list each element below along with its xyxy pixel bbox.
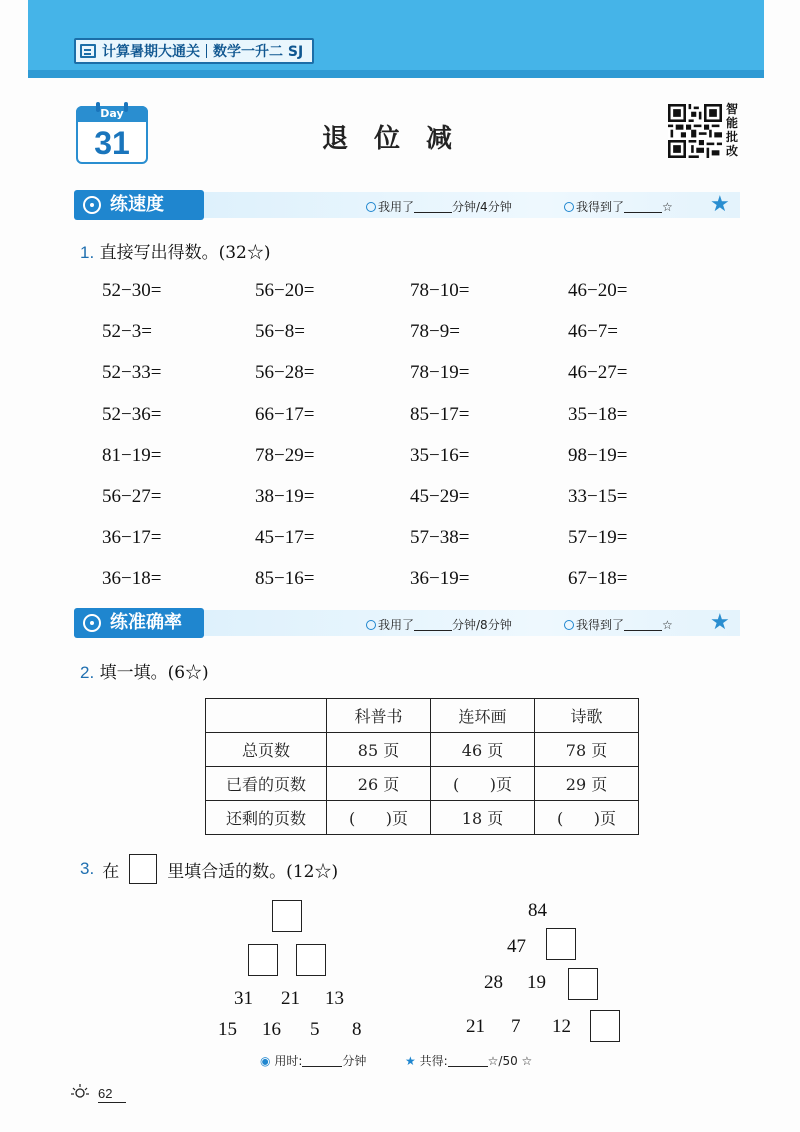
question-text: 在 <box>102 861 120 882</box>
triangle-number: 15 <box>218 1019 237 1040</box>
table-cell <box>206 699 327 733</box>
triangle-number: 84 <box>528 900 547 921</box>
triangle-number: 21 <box>466 1016 485 1037</box>
footer-score-unit: ☆/50 ☆ <box>487 1054 533 1068</box>
series-tag <box>74 38 314 64</box>
arithmetic-expression: 56−20= <box>255 280 315 301</box>
arithmetic-expression: 98−19= <box>568 445 628 466</box>
answer-box[interactable] <box>272 900 302 932</box>
table-header-cell: 诗歌 <box>535 699 639 733</box>
answer-box[interactable] <box>590 1010 620 1042</box>
answer-box[interactable] <box>248 944 278 976</box>
table-row <box>206 767 639 801</box>
arithmetic-expression: 56−8= <box>255 321 305 342</box>
arithmetic-expression: 57−19= <box>568 527 628 548</box>
arithmetic-expression: 56−28= <box>255 362 315 383</box>
clock-icon <box>366 202 376 212</box>
question-number: 2. <box>80 663 95 682</box>
time-record <box>366 198 512 215</box>
question-1-title <box>80 238 271 263</box>
header-bar-shade <box>28 70 764 78</box>
footer-time-label: 用时: <box>274 1054 303 1068</box>
arithmetic-expression: 78−29= <box>255 445 315 466</box>
row-label: 已看的页数 <box>206 767 327 801</box>
table-header-row <box>206 699 639 733</box>
section-name: 练准确率 <box>110 612 182 633</box>
arithmetic-expression: 45−17= <box>255 527 315 548</box>
footer-score-blank[interactable] <box>448 1066 488 1067</box>
table-cell: 29 页 <box>535 767 639 801</box>
page-number-underline <box>98 1102 126 1103</box>
arithmetic-expression: 52−30= <box>102 280 162 301</box>
table-cell: 85 页 <box>327 733 431 767</box>
question-text: 直接写出得数。(32☆) <box>99 243 271 263</box>
answer-cell[interactable]: ( )页 <box>431 767 535 801</box>
target-icon <box>83 614 101 632</box>
answer-box-sample <box>129 854 157 884</box>
table-row <box>206 733 639 767</box>
time-suffix: 分钟/4分钟 <box>452 200 512 214</box>
book-icon <box>80 44 96 58</box>
answer-box[interactable] <box>296 944 326 976</box>
score-prefix: 我得到了 <box>576 618 625 632</box>
score-record <box>564 616 673 633</box>
arithmetic-expression: 57−38= <box>410 527 470 548</box>
answer-box[interactable] <box>568 968 598 1000</box>
answer-cell[interactable]: ( )页 <box>535 801 639 835</box>
arithmetic-expression: 35−16= <box>410 445 470 466</box>
triangle-number: 21 <box>281 988 300 1009</box>
arithmetic-expression: 45−29= <box>410 486 470 507</box>
time-record <box>366 616 512 633</box>
section-badge <box>74 190 204 220</box>
footer-score <box>405 1052 532 1069</box>
answer-cell[interactable]: ( )页 <box>327 801 431 835</box>
row-label: 还剩的页数 <box>206 801 327 835</box>
triangle-number: 31 <box>234 988 253 1009</box>
clock-icon: ◉ <box>260 1054 271 1068</box>
calendar-ring-icon <box>96 102 100 112</box>
table-cell: 46 页 <box>431 733 535 767</box>
time-prefix: 我用了 <box>378 200 415 214</box>
score-blank[interactable] <box>624 630 662 631</box>
section-speed <box>74 190 740 220</box>
arithmetic-expression: 56−27= <box>102 486 162 507</box>
footer-score-label: 共得: <box>419 1054 448 1068</box>
series-title: 计算暑期大通关 <box>102 44 200 60</box>
triangle-number: 8 <box>352 1019 362 1040</box>
arithmetic-expression: 52−33= <box>102 362 162 383</box>
arithmetic-expression: 36−17= <box>102 527 162 548</box>
triangle-number: 47 <box>507 936 526 957</box>
triangle-number: 12 <box>552 1016 571 1037</box>
score-suffix: ☆ <box>662 200 673 214</box>
arithmetic-expression: 52−36= <box>102 404 162 425</box>
day-label: Day <box>76 106 148 122</box>
star-icon: ★ <box>710 610 730 635</box>
arithmetic-expression: 38−19= <box>255 486 315 507</box>
table-cell: 78 页 <box>535 733 639 767</box>
subject-label: 数学一升二 SJ <box>213 44 304 60</box>
star-icon: ★ <box>405 1054 416 1068</box>
section-name: 练速度 <box>110 194 164 215</box>
question-number: 1. <box>80 243 95 262</box>
question-number: 3. <box>80 859 95 878</box>
question-3-title <box>80 854 338 884</box>
score-prefix: 我得到了 <box>576 200 625 214</box>
table-header-cell: 连环画 <box>431 699 535 733</box>
table-header-cell: 科普书 <box>327 699 431 733</box>
score-blank[interactable] <box>624 212 662 213</box>
arithmetic-expression: 78−10= <box>410 280 470 301</box>
question-text: 里填合适的数。(12☆) <box>167 861 339 882</box>
sun-icon <box>70 1082 90 1102</box>
day-number: 31 <box>94 125 130 161</box>
score-suffix: ☆ <box>662 618 673 632</box>
footer-time <box>260 1052 366 1069</box>
arithmetic-expression: 85−16= <box>255 568 315 589</box>
arithmetic-expression: 36−19= <box>410 568 470 589</box>
arithmetic-expression: 67−18= <box>568 568 628 589</box>
triangle-number: 16 <box>262 1019 281 1040</box>
arithmetic-expression: 52−3= <box>102 321 152 342</box>
calendar-ring-icon <box>124 102 128 112</box>
triangle-number: 5 <box>310 1019 320 1040</box>
score-record <box>564 198 673 215</box>
answer-box[interactable] <box>546 928 576 960</box>
pages-table <box>205 698 639 835</box>
star-icon: ★ <box>710 192 730 217</box>
page-title: 退位减 <box>321 124 478 154</box>
footer-time-blank[interactable] <box>302 1066 342 1067</box>
qr-label: 智能批改 <box>725 102 738 158</box>
check-icon <box>564 202 574 212</box>
stopwatch-icon <box>83 196 101 214</box>
arithmetic-expression: 46−20= <box>568 280 628 301</box>
qr-code-icon[interactable] <box>668 104 722 158</box>
arithmetic-expression: 35−18= <box>568 404 628 425</box>
page-number: 62 <box>98 1086 113 1101</box>
arithmetic-expression: 36−18= <box>102 568 162 589</box>
time-blank[interactable] <box>414 630 452 631</box>
arithmetic-expression: 81−19= <box>102 445 162 466</box>
footer-time-unit: 分钟 <box>342 1054 367 1068</box>
table-cell: 18 页 <box>431 801 535 835</box>
divider <box>206 44 207 58</box>
time-blank[interactable] <box>414 212 452 213</box>
section-accuracy <box>74 608 740 638</box>
section-badge <box>74 608 204 638</box>
question-2-title <box>80 658 209 683</box>
time-suffix: 分钟/8分钟 <box>452 618 512 632</box>
arithmetic-expression: 85−17= <box>410 404 470 425</box>
arithmetic-expression: 66−17= <box>255 404 315 425</box>
arithmetic-expression: 46−27= <box>568 362 628 383</box>
triangle-number: 28 <box>484 972 503 993</box>
question-text: 填一填。(6☆) <box>99 663 209 683</box>
triangle-number: 19 <box>527 972 546 993</box>
time-prefix: 我用了 <box>378 618 415 632</box>
check-icon <box>564 620 574 630</box>
triangle-number: 13 <box>325 988 344 1009</box>
arithmetic-expression: 78−9= <box>410 321 460 342</box>
row-label: 总页数 <box>206 733 327 767</box>
clock-icon <box>366 620 376 630</box>
table-cell: 26 页 <box>327 767 431 801</box>
arithmetic-expression: 78−19= <box>410 362 470 383</box>
triangle-number: 7 <box>511 1016 521 1037</box>
table-row <box>206 801 639 835</box>
day-badge <box>76 106 148 164</box>
arithmetic-expression: 46−7= <box>568 321 618 342</box>
arithmetic-expression: 33−15= <box>568 486 628 507</box>
